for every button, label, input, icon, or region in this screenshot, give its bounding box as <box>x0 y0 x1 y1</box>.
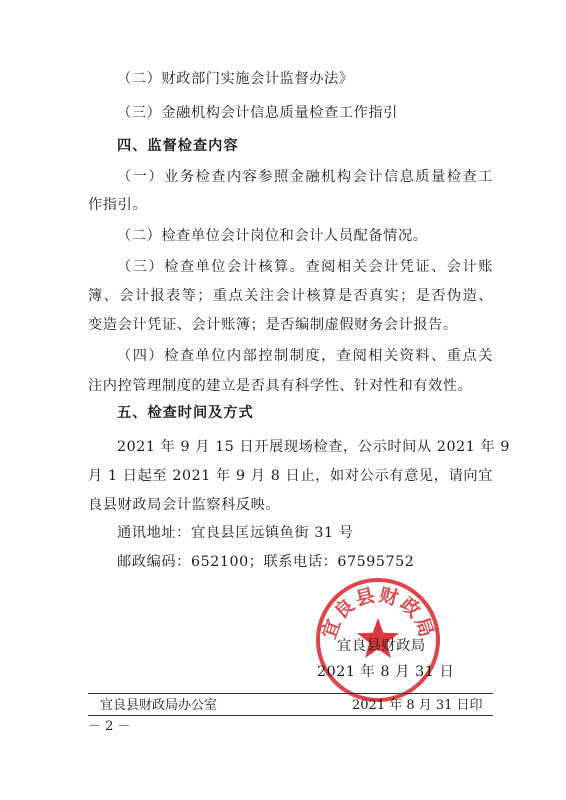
postal-and-phone: 邮政编码：652100；联系电话：67595752 <box>117 554 415 570</box>
section-4-item-3-line-1: （三）检查单位会计核算。查阅相关会计凭证、会计账 <box>117 259 493 275</box>
section-5-heading: 五、检查时间及方式 <box>117 405 254 421</box>
reference-item-2: （二）财政部门实施会计监督办法》 <box>117 71 354 87</box>
footer-top-rule <box>88 693 493 694</box>
section-4-heading: 四、监督检查内容 <box>117 138 239 154</box>
page-number: － 2 － <box>88 719 131 734</box>
mailing-address: 通讯地址：宜良县匡远镇鱼街 31 号 <box>117 525 354 541</box>
section-4-item-2: （二）检查单位会计岗位和会计人员配备情况。 <box>117 228 428 244</box>
seal-arc-text: 宜良县财政局 <box>317 584 439 642</box>
footer-print-date: 2021 年 8 月 31 日印 <box>352 698 483 713</box>
section-5-para-line-1: 2021 年 9 月 15 日开展现场检查，公示时间从 2021 年 9 <box>117 439 510 455</box>
footer-bottom-rule <box>88 715 493 716</box>
issuer-name: 宜良县财政局 <box>337 638 426 654</box>
issue-date: 2021 年 8 月 31 日 <box>317 664 455 680</box>
section-4-item-3-line-2: 簿、会计报表等；重点关注会计核算是否真实；是否伪造、 <box>88 288 493 304</box>
section-4-item-4-line-1: （四）检查单位内部控制制度，查阅相关资料、重点关 <box>117 348 493 364</box>
footer-office: 宜良县财政局办公室 <box>100 698 218 713</box>
section-5-para-line-2: 月 1 日起至 2021 年 9 月 8 日止，如对公示有意见，请向宜 <box>88 468 493 484</box>
section-4-item-4-line-2: 注内控管理制度的建立是否具有科学性、针对性和有效性。 <box>88 378 473 394</box>
section-4-item-1-line-2: 作指引。 <box>88 197 148 213</box>
section-4-item-1-line-1: （一）业务检查内容参照金融机构会计信息质量检查工 <box>117 169 493 185</box>
section-5-para-line-3: 良县财政局会计监察科反映。 <box>88 497 281 513</box>
reference-item-3: （三）金融机构会计信息质量检查工作指引 <box>117 105 398 121</box>
section-4-item-3-line-3: 变造会计凭证、会计账簿；是否编制虚假财务会计报告。 <box>88 317 458 333</box>
